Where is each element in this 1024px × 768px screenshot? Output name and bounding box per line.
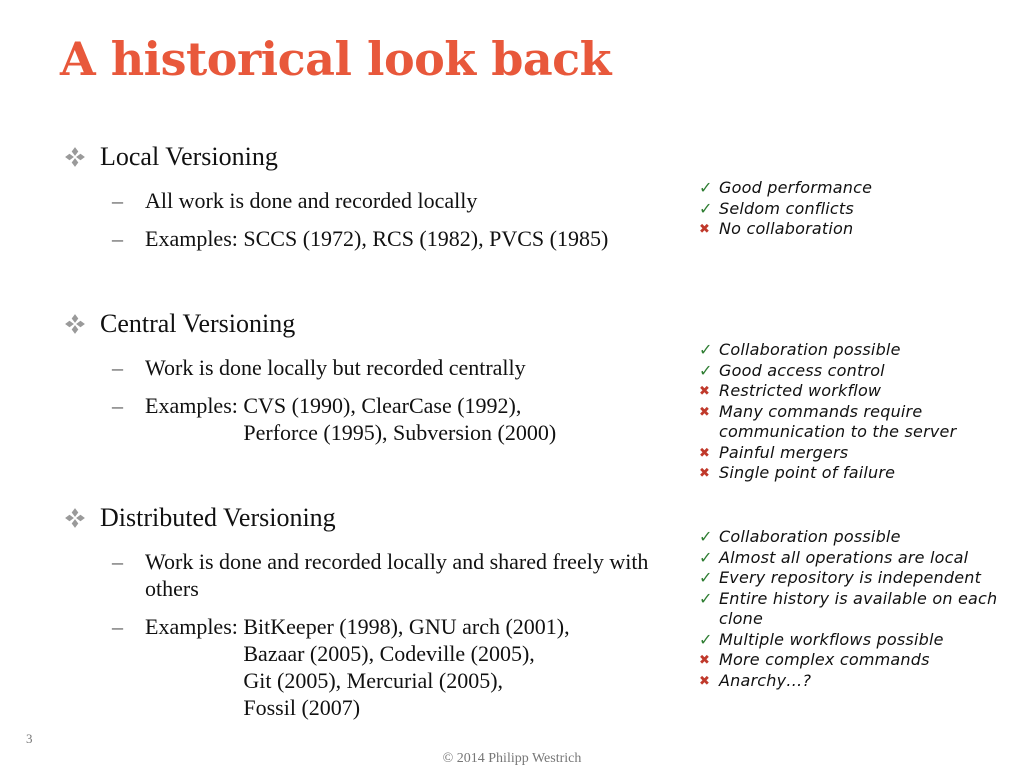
- section-distributed-versioning: [64, 502, 684, 721]
- con-note: ✖ Anarchy…?: [697, 671, 1017, 692]
- pro-note: ✓ Good access control: [699, 360, 885, 380]
- examples-label: Examples:: [145, 393, 244, 418]
- check-mark-icon: ✓: [699, 629, 713, 649]
- cross-mark-icon: ✖: [699, 653, 711, 668]
- section-heading: [64, 141, 684, 173]
- con-note: ✖ Painful mergers: [697, 443, 1017, 464]
- section-description: [64, 354, 684, 381]
- examples-line: Fossil (2007): [243, 695, 361, 720]
- section-heading-text: Distributed Versioning: [100, 503, 336, 532]
- section-central-versioning: [64, 308, 684, 446]
- cross-mark-icon: ✖: [699, 673, 711, 689]
- check-mark-icon: ✓: [699, 360, 713, 380]
- description-text: Work is done and recorded locally and shared freely with others: [145, 549, 649, 601]
- pro-note: ✓ Collaboration possible: [699, 527, 901, 546]
- examples-line: Bazaar (2005), Codeville (2005),: [243, 641, 535, 666]
- pro-note: ✓ Almost all operations are local: [699, 547, 969, 567]
- examples-line: Git (2005), Mercurial (2005),: [243, 668, 504, 693]
- four-diamond-bullet-icon: [64, 146, 86, 168]
- section-local-versioning: [64, 141, 684, 252]
- examples-label: Examples:: [145, 614, 244, 639]
- dash-marker: –: [112, 393, 123, 418]
- footer-copyright: © 2014 Philipp Westrich: [442, 751, 582, 766]
- cross-mark-icon: ✖: [699, 222, 711, 237]
- check-mark-icon: ✓: [699, 588, 713, 608]
- page-number: 3: [26, 731, 33, 746]
- check-mark-icon: ✓: [699, 527, 713, 546]
- pro-note: ✓ Every repository is independent: [699, 568, 982, 587]
- description-text: All work is done and recorded locally: [145, 188, 478, 213]
- notes-distributed-versioning: [697, 527, 1017, 691]
- check-mark-icon: ✓: [699, 340, 713, 359]
- section-description: [64, 548, 684, 602]
- notes-local-versioning: [697, 178, 1017, 240]
- dash-marker: –: [112, 188, 123, 213]
- cross-mark-icon: ✖: [699, 445, 711, 461]
- examples-label: Examples:: [145, 226, 244, 251]
- dash-marker: –: [112, 549, 123, 574]
- section-description: [64, 187, 684, 214]
- con-note: ✖ Restricted workflow: [697, 381, 1017, 402]
- pro-note: ✓ Seldom conflicts: [699, 198, 854, 218]
- section-examples: [64, 225, 684, 252]
- notes-central-versioning: [697, 340, 1017, 484]
- pro-note: ✓ Good performance: [699, 178, 873, 197]
- dash-marker: –: [112, 226, 123, 251]
- section-heading-text: Local Versioning: [100, 142, 278, 171]
- con-note: ✖ Many commands require communication to the server: [699, 401, 957, 441]
- con-note: ✖ More complex commands: [697, 650, 1017, 671]
- examples-line: BitKeeper (1998), GNU arch (2001),: [243, 614, 570, 639]
- dash-marker: –: [112, 614, 123, 639]
- con-note: ✖ Single point of failure: [697, 463, 1017, 484]
- four-diamond-bullet-icon: [64, 313, 86, 335]
- section-heading: [64, 308, 684, 340]
- cross-mark-icon: ✖: [699, 466, 711, 481]
- pro-note: ✓ Multiple workflows possible: [699, 629, 944, 649]
- pro-note: ✓ Collaboration possible: [699, 340, 901, 359]
- check-mark-icon: ✓: [699, 178, 713, 197]
- con-note: ✖ No collaboration: [697, 219, 1017, 240]
- cross-mark-icon: ✖: [699, 384, 711, 399]
- slide-title: A historical look back: [60, 32, 612, 86]
- dash-marker: –: [112, 355, 123, 380]
- pro-note: ✓ Entire history is available on each clone: [699, 588, 998, 628]
- examples-line: Perforce (1995), Subversion (2000): [243, 420, 557, 445]
- section-heading-text: Central Versioning: [100, 309, 296, 338]
- check-mark-icon: ✓: [699, 547, 713, 567]
- description-text: Work is done locally but recorded centrally: [145, 355, 526, 380]
- section-examples: [64, 613, 684, 721]
- examples-line: SCCS (1972), RCS (1982), PVCS (1985): [243, 226, 609, 251]
- cross-mark-icon: ✖: [699, 404, 711, 420]
- examples-line: CVS (1990), ClearCase (1992),: [243, 393, 522, 418]
- section-examples: [64, 392, 684, 446]
- check-mark-icon: ✓: [699, 198, 713, 218]
- check-mark-icon: ✓: [699, 568, 713, 587]
- section-heading: [64, 502, 684, 534]
- four-diamond-bullet-icon: [64, 507, 86, 529]
